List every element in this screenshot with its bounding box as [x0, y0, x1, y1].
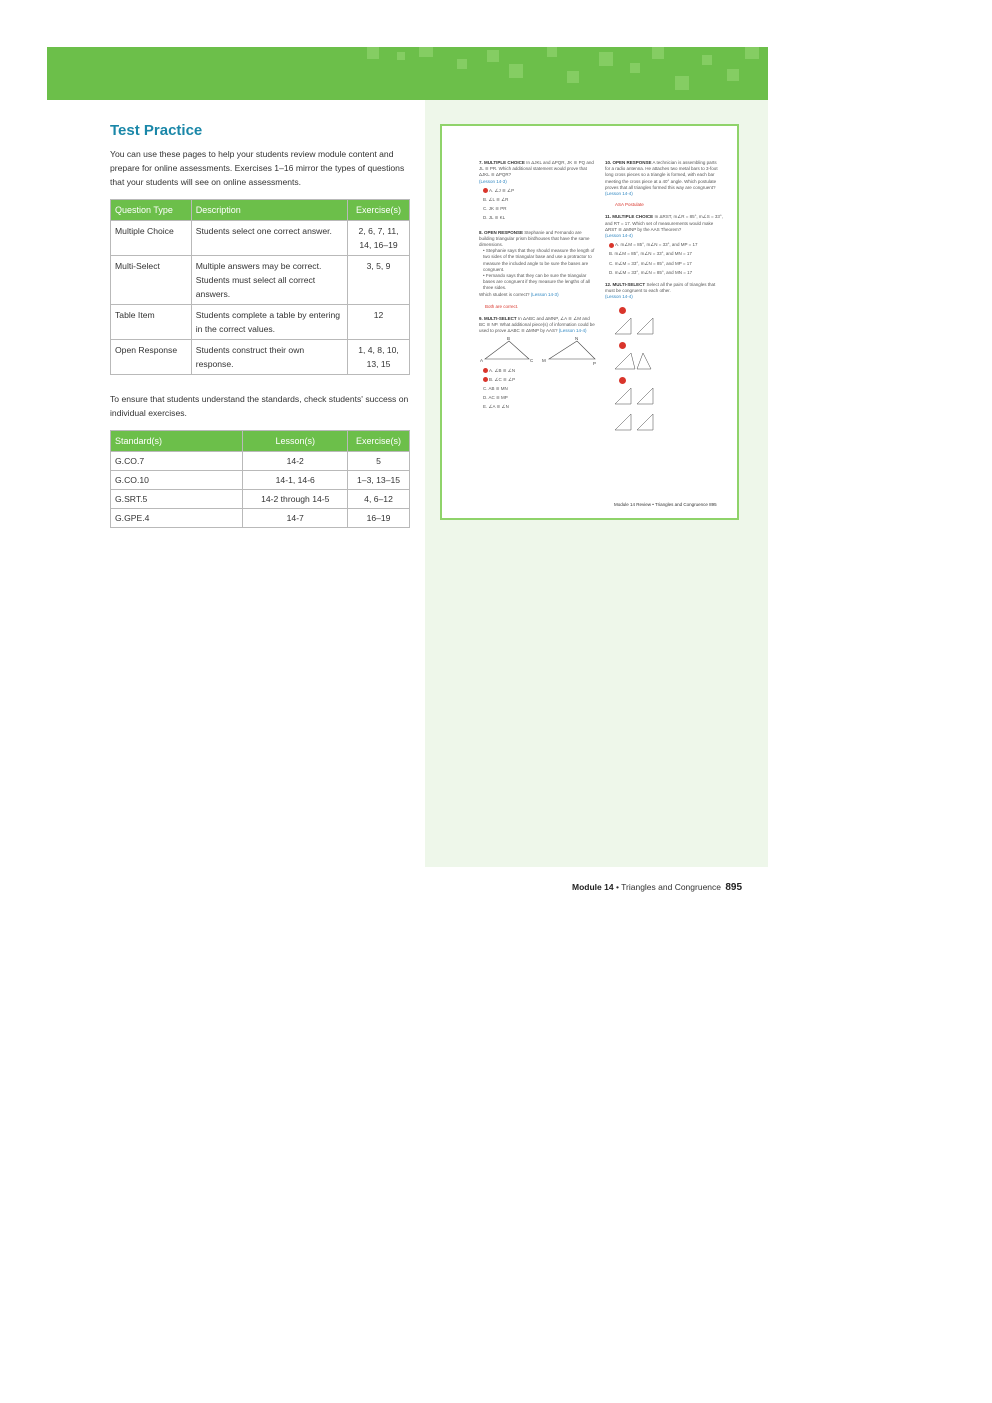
- standards-intro-text: To ensure that students understand the standards, check students' success on individual exercises.: [110, 394, 409, 418]
- description: Multiple answers may be correct. Students must select all correct answers.: [191, 256, 347, 305]
- option-item: A. m∠M = 85°, m∠N = 33°, and MP = 17: [609, 242, 723, 248]
- vertex-label: B: [507, 335, 511, 341]
- option-item: C. JK ≅ PR: [483, 206, 507, 212]
- question-type: Multi-Select: [111, 256, 192, 305]
- lessons: 14-1, 14-6: [243, 471, 348, 490]
- table-row: [111, 452, 410, 471]
- vertex-label: C: [530, 357, 534, 363]
- exercises: 12: [348, 305, 410, 340]
- question-10: 10. OPEN RESPONSE A technician is assembling parts for a radio antenna. He attaches two metal bars to 3-foot long cross pieces so a triangle is formed, with each bar meeting the cross piece at a 40° angle. Which postulate proves that all triangles formed this way are congruent? (Lesson 14-4) ASA Postulate: [605, 160, 723, 208]
- option-item: D. AC ≅ MP: [483, 395, 508, 401]
- description: Students construct their own response.: [191, 340, 347, 375]
- table-header-row: [111, 200, 410, 221]
- question-type: Table Item: [111, 305, 192, 340]
- column-header: Exercise(s): [348, 200, 410, 221]
- option-item: B. ∠C ≅ ∠P: [483, 377, 597, 383]
- vertex-label: M: [542, 357, 546, 363]
- vertex-label: N: [575, 335, 579, 341]
- standards-table: [110, 430, 410, 528]
- question-type: Open Response: [111, 340, 192, 375]
- table-row: [111, 490, 410, 509]
- option-item: C. m∠M = 33°, m∠N = 85°, and MP = 17: [609, 260, 692, 266]
- option-item: A. ∠B ≅ ∠N: [483, 368, 597, 374]
- selected-answer-dot: [483, 188, 488, 193]
- option-item: A. ∠J ≅ ∠P: [483, 188, 597, 194]
- triangle-figures: [479, 335, 597, 365]
- intro-text: You can use these pages to help your students review module content and prepare for online assessments. Exercises 1–16 mirror the types of questions that your students will see on online assessments.: [110, 149, 405, 187]
- option-item: E. ∠A ≅ ∠N: [483, 404, 509, 410]
- table-row: [111, 221, 410, 256]
- question-8: 8. OPEN RESPONSE Stephanie and Fernando are building triangular prism birdhouses that have the same dimensions. • Stephanie says that they should measure the length of two sides of the triangular base and use a protractor to measure the included angle to be sure the bases are congruent. • Fernando says that they can be sure the triangular bases are congruent if they measure the lengths of all three sides. Which student is correct? (Lesson 14-3) Both are correct.: [479, 230, 597, 310]
- lessons: 14-2: [243, 452, 348, 471]
- page-footer: [572, 882, 742, 893]
- selected-answer-dot: [609, 243, 614, 248]
- option-item: D. JL ≅ KL: [483, 215, 506, 221]
- page-title: Test Practice: [110, 122, 203, 139]
- thumbnail-right-column: [605, 160, 723, 437]
- option-item: D. m∠M = 33°, m∠N = 85°, and MN = 17: [609, 269, 693, 275]
- column-header: Question Type: [111, 200, 192, 221]
- standard: G.CO.7: [111, 452, 243, 471]
- description: Students select one correct answer.: [191, 221, 347, 256]
- selected-answer-dot: [483, 377, 488, 382]
- standard: G.GPE.4: [111, 509, 243, 528]
- column-header: Exercise(s): [348, 431, 410, 452]
- lessons: 14-2 through 14-5: [243, 490, 348, 509]
- selected-answer-dot: [619, 377, 626, 384]
- thumbnail-left-column: [479, 160, 597, 416]
- exercises: 1, 4, 8, 10, 13, 15: [348, 340, 410, 375]
- question-11: 11. MULTIPLE CHOICE In ΔRST, m∠R = 85°, m∠S = 33°, and RT = 17. Which set of measurements would make ΔRST ≅ ΔMNP by the AAS Theorem? (Lesson 14-4) A. m∠M = 85°, m∠N = 33°, and MP = 17 B. m∠M = 85°, m∠N = 33°, and MN = 17 C. m∠M = 33°, m∠N = 85°, and MP = 17 D. m∠M = 33°, m∠N = 85°, and MN = 17: [605, 214, 723, 275]
- triangle-pair-figure: [605, 406, 665, 432]
- option-item: C. AB ≅ MN: [483, 386, 508, 392]
- question-7: 7. MULTIPLE CHOICE In ΔJKL and ΔPQR, JK ≅ PQ and JL ≅ PR. Which additional statement would prove that ΔJKL ≅ ΔPQR? (Lesson 14-3) A. ∠J ≅ ∠P B. ∠L ≅ ∠R C. JK ≅ PR D. JL ≅ KL: [479, 160, 597, 222]
- exercises: 16–19: [348, 509, 410, 528]
- page-number: 895: [725, 882, 743, 893]
- table-row: [111, 340, 410, 375]
- thumbnail-footer: Module 14 Review • Triangles and Congruence 895: [614, 502, 717, 507]
- exercises: 1–3, 13–15: [348, 471, 410, 490]
- selected-answer-dot: [619, 342, 626, 349]
- answer-text: ASA Postulate: [615, 202, 644, 208]
- column-header: Lesson(s): [243, 431, 348, 452]
- standard: G.SRT.5: [111, 490, 243, 509]
- triangle-pair-figure: [605, 384, 665, 406]
- exercises: 4, 6–12: [348, 490, 410, 509]
- table-row: [111, 305, 410, 340]
- question-type-table: [110, 199, 410, 375]
- topic-label: Triangles and Congruence: [621, 882, 721, 892]
- standard: G.CO.10: [111, 471, 243, 490]
- description: Students complete a table by entering in the correct values.: [191, 305, 347, 340]
- exercises: 3, 5, 9: [348, 256, 410, 305]
- vertex-label: A: [480, 357, 484, 363]
- triangle-pair-figure: [605, 349, 665, 371]
- selected-answer-dot: [483, 368, 488, 373]
- option-item: B. ∠L ≅ ∠R: [483, 197, 509, 203]
- column-header: Standard(s): [111, 431, 243, 452]
- question-12: 12. MULTI-SELECT Select all the pairs of triangles that must be congruent to each other. (Lesson 14-4): [605, 282, 723, 432]
- table-row: [111, 471, 410, 490]
- option-item: B. m∠M = 85°, m∠N = 33°, and MN = 17: [609, 251, 692, 257]
- header-banner: [47, 47, 768, 100]
- exercises: 5: [348, 452, 410, 471]
- student-page-thumbnail: [440, 124, 739, 520]
- question-9: 9. MULTI-SELECT In ΔABC and ΔMNP, ∠A ≅ ∠M and BC ≅ NP. What additional piece(s) of information could be used to prove ΔABC ≅ ΔMNP by AAS? (Lesson 14-4) B N A C M P A. ∠B ≅ ∠N B. ∠C ≅ ∠P C. AB ≅ MN D. AC ≅ MP E. ∠A ≅ ∠N: [479, 316, 597, 410]
- column-header: Description: [191, 200, 347, 221]
- triangle-pair-figure: [605, 314, 665, 336]
- lessons: 14-7: [243, 509, 348, 528]
- answer-text: Both are correct.: [485, 303, 519, 309]
- module-label: Module 14: [572, 882, 614, 892]
- vertex-label: P: [593, 360, 597, 365]
- table-row: [111, 256, 410, 305]
- footer-bullet: •: [615, 882, 619, 892]
- exercises: 2, 6, 7, 11, 14, 16–19: [348, 221, 410, 256]
- question-type: Multiple Choice: [111, 221, 192, 256]
- table-header-row: [111, 431, 410, 452]
- table-row: [111, 509, 410, 528]
- selected-answer-dot: [619, 307, 626, 314]
